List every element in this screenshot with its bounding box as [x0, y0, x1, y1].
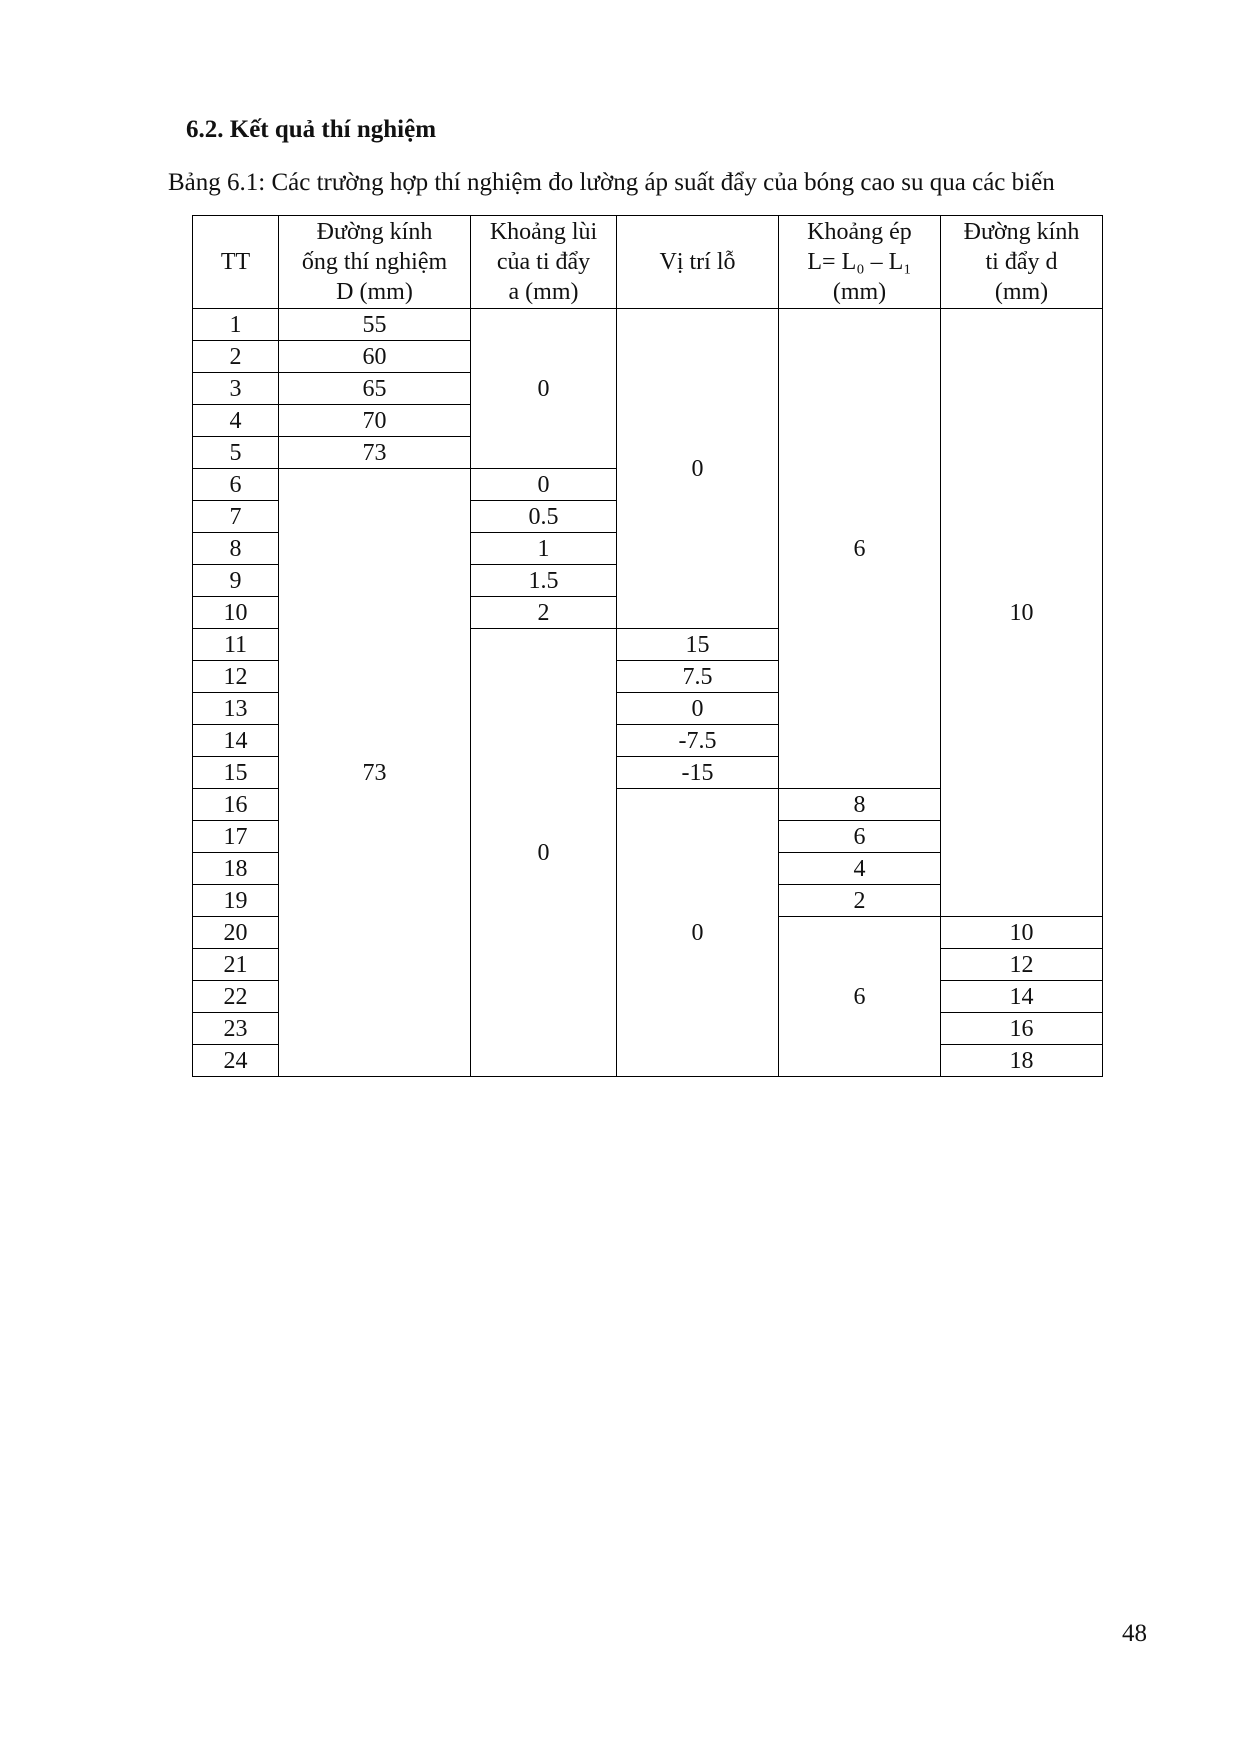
retract-distance-cell: 0: [471, 309, 617, 469]
rod-diameter-cell: 16: [941, 1013, 1103, 1045]
tt-cell: 10: [193, 597, 279, 629]
hole-position-cell: 0: [617, 789, 779, 1077]
retract-distance-cell: 0.5: [471, 501, 617, 533]
tt-cell: 7: [193, 501, 279, 533]
table-caption: Bảng 6.1: Các trường hợp thí nghiệm đo lường áp suất đẩy của bóng cao su qua các biến: [168, 169, 1055, 196]
experiment-table: [192, 215, 1103, 1077]
tt-cell: 14: [193, 725, 279, 757]
hole-position-cell: 15: [617, 629, 779, 661]
compression-distance-cell: 4: [779, 853, 941, 885]
compression-distance-cell: 6: [779, 309, 941, 789]
rod-diameter-cell: 14: [941, 981, 1103, 1013]
header-tt: TT: [193, 216, 279, 309]
tt-cell: 23: [193, 1013, 279, 1045]
rod-diameter-cell: 10: [941, 917, 1103, 949]
hole-position-cell: 7.5: [617, 661, 779, 693]
tt-cell: 20: [193, 917, 279, 949]
header-retract-distance: Khoảng lùi của ti đẩy a (mm): [471, 216, 617, 309]
pipe-diameter-cell: 65: [279, 373, 471, 405]
hole-position-cell: -7.5: [617, 725, 779, 757]
tt-cell: 13: [193, 693, 279, 725]
table-header-row: [193, 216, 1103, 309]
tt-cell: 21: [193, 949, 279, 981]
retract-distance-cell: 1: [471, 533, 617, 565]
tt-cell: 3: [193, 373, 279, 405]
tt-cell: 5: [193, 437, 279, 469]
tt-cell: 24: [193, 1045, 279, 1077]
retract-distance-cell: 2: [471, 597, 617, 629]
tt-cell: 2: [193, 341, 279, 373]
tt-cell: 15: [193, 757, 279, 789]
compression-distance-cell: 6: [779, 821, 941, 853]
tt-cell: 11: [193, 629, 279, 661]
pipe-diameter-cell: 60: [279, 341, 471, 373]
tt-cell: 8: [193, 533, 279, 565]
compression-distance-cell: 6: [779, 917, 941, 1077]
header-hole-position: Vị trí lỗ: [617, 216, 779, 309]
pipe-diameter-cell: 73: [279, 437, 471, 469]
tt-cell: 16: [193, 789, 279, 821]
tt-cell: 1: [193, 309, 279, 341]
header-compression-distance: Khoảng ép L= L₀ – L₁ (mm): [779, 216, 941, 309]
hole-position-cell: -15: [617, 757, 779, 789]
rod-diameter-cell: 18: [941, 1045, 1103, 1077]
tt-cell: 12: [193, 661, 279, 693]
retract-distance-cell: 1.5: [471, 565, 617, 597]
tt-cell: 6: [193, 469, 279, 501]
hole-position-cell: 0: [617, 309, 779, 629]
hole-position-cell: 0: [617, 693, 779, 725]
retract-distance-cell: 0: [471, 629, 617, 1077]
pipe-diameter-cell: 55: [279, 309, 471, 341]
header-rod-diameter: Đường kính ti đẩy d (mm): [941, 216, 1103, 309]
tt-cell: 18: [193, 853, 279, 885]
page-number: 48: [1122, 1620, 1147, 1647]
tt-cell: 22: [193, 981, 279, 1013]
compression-distance-cell: 2: [779, 885, 941, 917]
pipe-diameter-cell: 73: [279, 469, 471, 1077]
tt-cell: 4: [193, 405, 279, 437]
pipe-diameter-cell: 70: [279, 405, 471, 437]
tt-cell: 17: [193, 821, 279, 853]
tt-cell: 19: [193, 885, 279, 917]
table-row: [193, 309, 1103, 341]
compression-distance-cell: 8: [779, 789, 941, 821]
rod-diameter-cell: 12: [941, 949, 1103, 981]
rod-diameter-cell: 10: [941, 309, 1103, 917]
tt-cell: 9: [193, 565, 279, 597]
section-heading: 6.2. Kết quả thí nghiệm: [186, 116, 437, 143]
header-pipe-diameter: Đường kính ống thí nghiệm D (mm): [279, 216, 471, 309]
retract-distance-cell: 0: [471, 469, 617, 501]
